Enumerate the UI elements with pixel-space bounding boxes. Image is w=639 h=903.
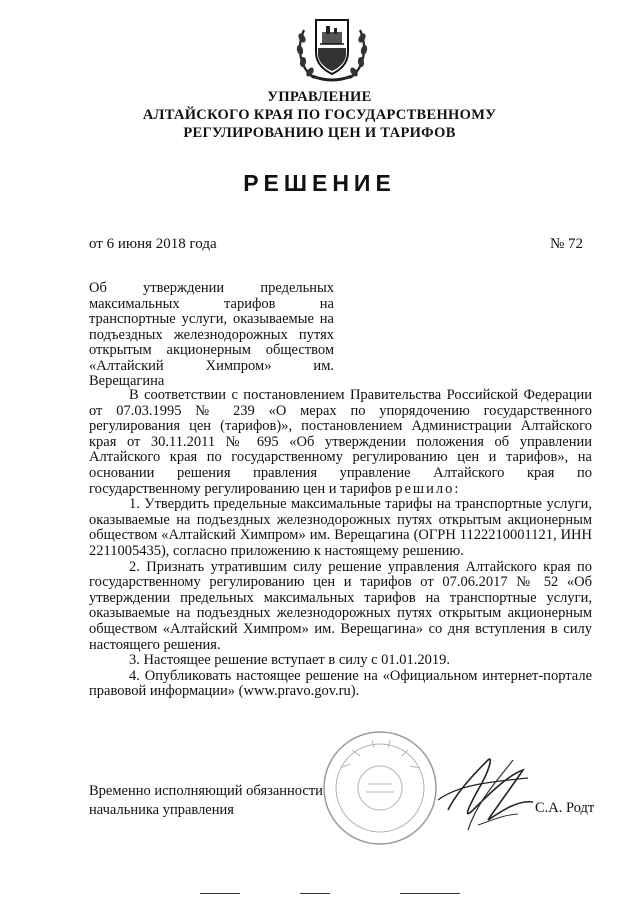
body-item-1: 1. Утвердить предельные максимальные тарифы на транспортные услуги, оказываемые на подъездных железнодорожных путях открытым акционерным обществом «Алтайский Химпром» им. Верещагина (ОГРН 1122210001121, ИНН 2211005435), согласно приложению к настоящему решению. [89, 496, 592, 559]
document-subject: Об утверждении предельных максимальных тарифов на транспортные услуги, оказываемые на подъездных железнодорожных путях открытым акционерным обществом «Алтайский Химпром» им. Верещагина [89, 280, 334, 389]
signatory-position-line-1: Временно исполняющий обязанности [89, 783, 323, 799]
body-intro-paragraph [89, 388, 592, 497]
scan-edge-mark [200, 893, 240, 894]
signatory-name: С.А. Родт [535, 800, 595, 816]
coat-of-arms-icon [292, 8, 372, 84]
signatory-position [89, 782, 323, 820]
document-date: от 6 июня 2018 года [89, 236, 217, 252]
body-item-2: 2. Признать утратившим силу решение управления Алтайского края по государственному регулированию цен и тарифов от 07.06.2017 № 52 «Об утверждении предельных максимальных тарифов на транспортные услуги, оказываемые на подъездных железнодорожных путях открытым акционерным обществом «Алтайский Химпром» им. Верещагина» со дня вступления в силу настоящего решения. [89, 558, 592, 653]
document-type-title: РЕШЕНИЕ [243, 170, 396, 196]
body-intro-text: В соответствии с постановлением Правительства Российской Федерации от 07.03.1995 № 239 «О мерах по упорядочению государственного регулирования цен (тарифов)», постановлением Администрации Алтайского края от 30.11.2011 № 695 «Об утверждении положения об управлении Алтайского края по государственному регулированию цен и тарифов», на основании решения правления управление Алтайского края по государственному регулированию цен и тарифов [89, 387, 592, 497]
resolved-word: решило: [395, 480, 461, 497]
document-number: № 72 [550, 236, 584, 252]
document-body [89, 388, 592, 700]
body-item-4: 4. Опубликовать настоящее решение на «Официальном интернет-портале правовой информации» (www.pravo.gov.ru). [89, 667, 592, 700]
scan-edge-mark [300, 893, 330, 894]
org-name-line-2: АЛТАЙСКОГО КРАЯ ПО ГОСУДАРСТВЕННОМУ [142, 107, 497, 123]
scan-edge-mark [400, 893, 460, 894]
org-name-line-3: РЕГУЛИРОВАНИЮ ЦЕН И ТАРИФОВ [183, 125, 456, 141]
handwritten-signature [418, 730, 548, 850]
org-name-line-1: УПРАВЛЕНИЕ [267, 89, 372, 105]
body-item-3: 3. Настоящее решение вступает в силу с 01.01.2019. [129, 652, 451, 669]
signatory-position-line-2: начальника управления [89, 802, 234, 818]
